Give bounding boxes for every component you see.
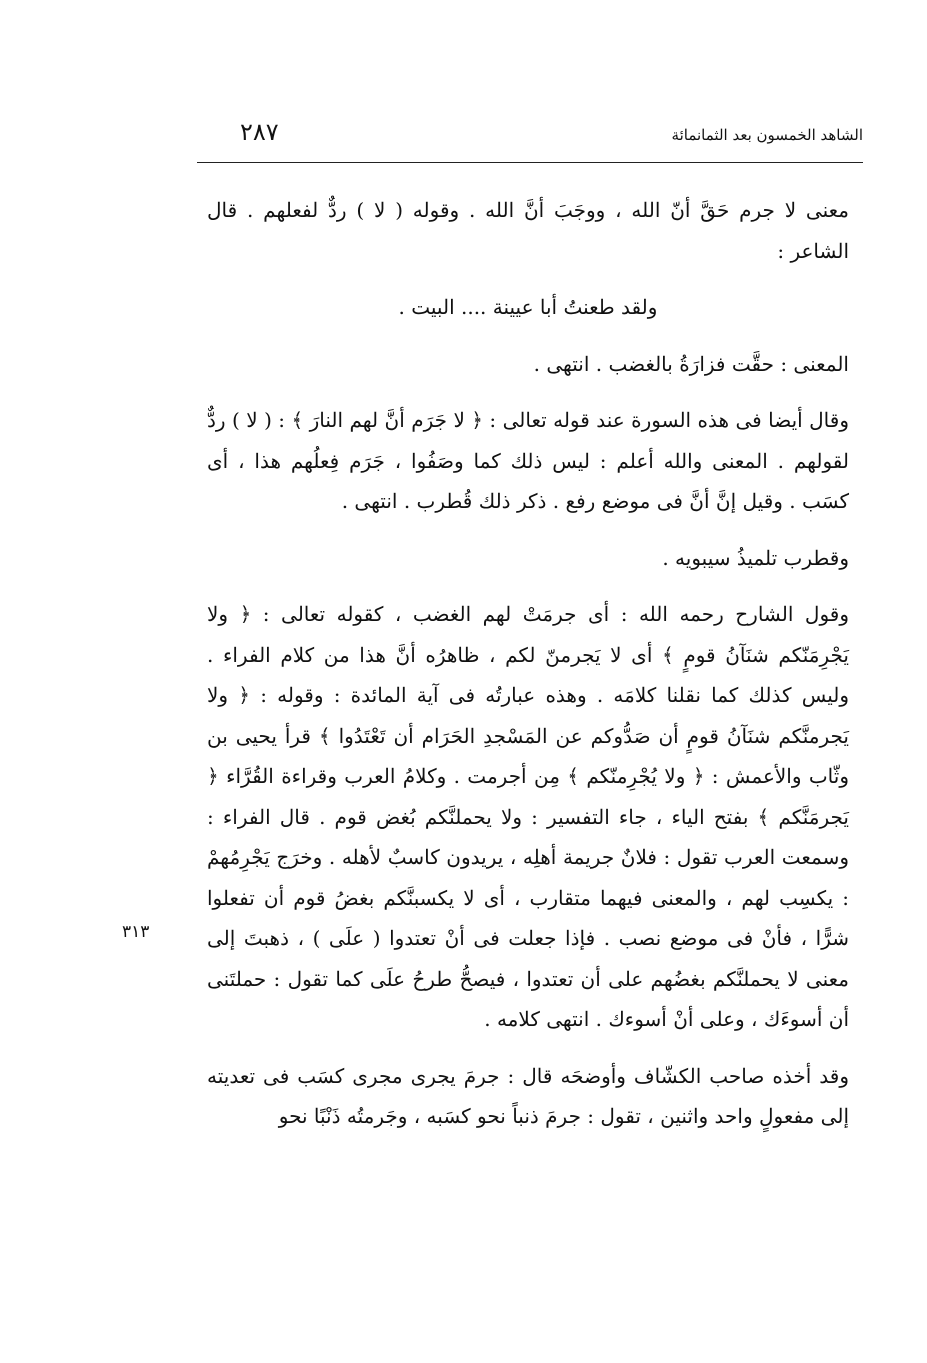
paragraph: المعنى : حقَّت فزارَةُ بالغضب . انتهى . [533, 351, 849, 376]
paragraph: وقطرب تلميذُ سيبويه . [662, 545, 849, 570]
paragraph: معنى لا جرم حَقَّ أنّ الله ، ووجَبَ أنَّ الله . وقوله ( لا ) ردٌّ لفعلهم . قال الشاعر : [207, 198, 849, 263]
paragraph: وقول الشارح رحمه الله : أى جرمَتْ لهم الغضب ، كقوله تعالى : ﴿ ولا يَجْرِمَنّكم شنَآنُ قومٍ ﴾ أى لا يَجرمنّ لكم ، ظاهرُه أنَّ هذا من كلام الفراء . وليس كذلك كما نقلنا كلامَه . وهذه عبارتُه فى آية المائدة : وقوله : ﴿ ولا يَجرمنَّكم شنَآنُ قومٍ أن صَدُّوكم عن المَسْجدِ الحَرَام أن تَعْتَدُوا ﴾ قرأ يحيى بن وثّاب والأعمش : ﴿ ولا يُجْرِمنّكم ﴾ مِن أجرمت . وكلامُ العرب وقراءة القُرَّاء ﴿ يَجرمَنَّكم ﴾ بفتح الياء ، جاء التفسير : ولا يحملنَّكم بُغض قوم . قال الفراء : وسمعت العرب تقول : فلانٌ جريمة أهلِه ، يريدون كاسبٌ لأهله . وخرَج يَجْرِمُهمْ : يكسِب لهم ، والمعنى فيهما متقارب ، أى لا يكسبنَّكم بغضُ قوم أن تفعلوا شرًّا ، فأنْ فى موضع نصب . فإذا جعلت فى أنْ تعتدوا ( علَى ) ، ذهبتَ إلى معنى لا يحملنَّكم بغضُهم على أن تعتدوا ، فيصحُّ طرحُ علَى كما تقول : حملتَنى أن أسوءَك ، وعلى أنْ أسوءك . انتهى كلامه . [207, 602, 849, 1031]
paragraph: وقد أخذه صاحب الكشّاف وأوضحَه قال : جرمَ يجرى مجرى كسَب فى تعديته إلى مفعولٍ واحد واثنين ، تقول : جرمَ ذنباً نحو كسَبه ، وجَرمتُه ذَنْبًا نحو [207, 1063, 849, 1128]
margin-note: ٣١٣ [122, 922, 150, 942]
paragraph: وقال أيضا فى هذه السورة عند قوله تعالى : ﴿ لا جَرَم أنَّ لهم النارَ ﴾ : ( لا ) ردٌّ لقولهم . المعنى والله أعلم : ليس ذلك كما وصَفُوا ، جَرَم فِعلُهم هذا ، أى كسَب . وقيل إنَّ أنَّ فى موضع رفع . ذكر ذلك قُطرب . انتهى . [207, 408, 849, 513]
page-header [195, 118, 863, 158]
running-title: الشاهد الخمسون بعد الثمانمائة [671, 126, 863, 144]
header-rule [197, 162, 863, 163]
page-body [207, 190, 849, 1153]
page-number: ٢٨٧ [240, 118, 279, 146]
verse-reference: ولقد طعنتُ أبا عيينة .... البيت . [398, 295, 658, 319]
